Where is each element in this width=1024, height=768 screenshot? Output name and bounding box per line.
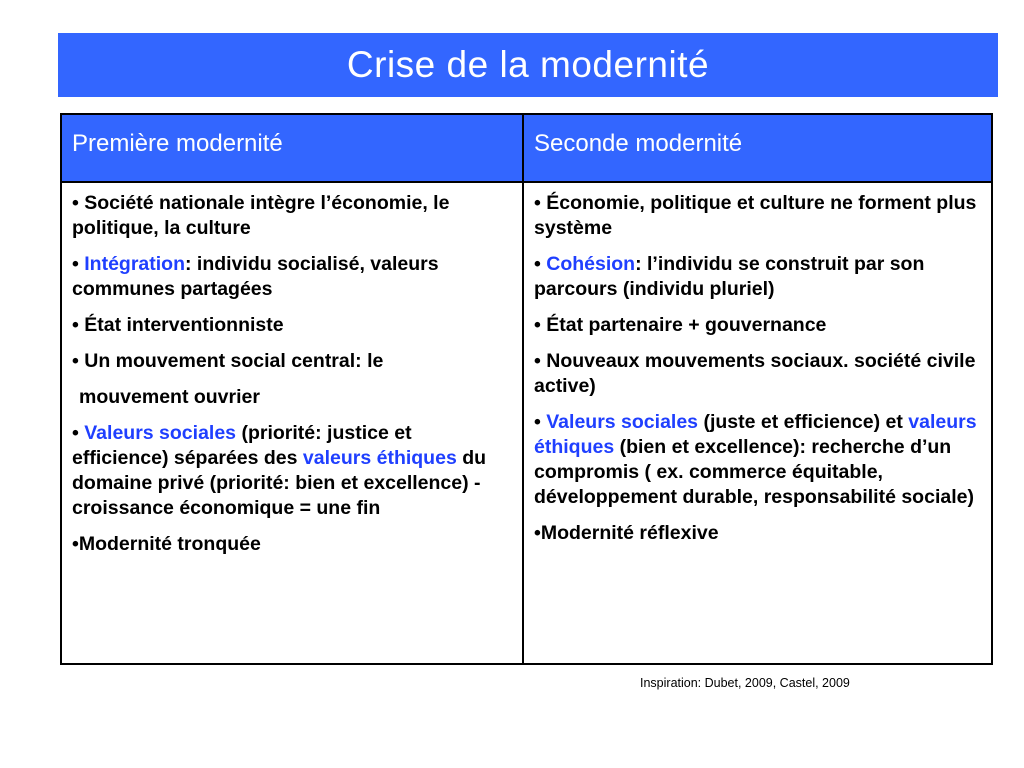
bullet-item (72, 252, 512, 302)
bullet-text: • (534, 253, 547, 275)
table-header-row (62, 115, 991, 183)
bullet-text: • (534, 411, 547, 433)
bullet-text: • (72, 253, 85, 275)
bullet-item (72, 421, 512, 521)
highlight-term: valeurs éthiques (534, 411, 977, 458)
bullet-item-continuation: mouvement ouvrier (79, 386, 260, 408)
bullet-item: •Modernité tronquée (72, 533, 261, 555)
bullet-item: • Nouveaux mouvements sociaux. société civile active) (534, 350, 976, 397)
highlight-term: Valeurs sociales (546, 411, 699, 433)
bullet-item: • Un mouvement social central: le (72, 350, 384, 372)
table-body-row (62, 183, 991, 663)
cell-premiere-modernite (62, 183, 524, 663)
bullet-item: • État interventionniste (72, 314, 284, 336)
bullet-text: (bien et excellence): recherche d’un compromis ( ex. commerce équitable, développement durable, responsabilité sociale) (534, 436, 974, 508)
comparison-table (60, 113, 993, 665)
header-seconde-modernite: Seconde modernité (534, 130, 743, 157)
source-citation: Inspiration: Dubet, 2009, Castel, 2009 (640, 676, 850, 690)
title-banner (58, 33, 998, 97)
bullet-text: (priorité: justice et efficience) séparées des (72, 422, 412, 469)
slide-title: Crise de la modernité (346, 44, 710, 85)
highlight-term: valeurs éthiques (302, 447, 457, 469)
bullet-item (534, 252, 981, 302)
bullet-text: du domaine privé (priorité: bien et excellence) - croissance économique = une fin (72, 447, 487, 519)
bullet-text: • (72, 422, 85, 444)
bullet-item (534, 410, 981, 510)
highlight-term: Cohésion (546, 253, 636, 275)
highlight-term: Valeurs sociales (84, 422, 237, 444)
header-premiere-modernite: Première modernité (62, 115, 524, 181)
bullet-item: •Modernité réflexive (534, 522, 719, 544)
bullet-item: • État partenaire + gouvernance (534, 314, 827, 336)
bullet-item: • Société nationale intègre l’économie, le politique, la culture (72, 192, 450, 239)
bullet-text: : l’individu se construit par son parcours (individu pluriel) (534, 253, 925, 300)
bullet-item: • Économie, politique et culture ne forment plus système (534, 192, 977, 239)
bullet-text: : individu socialisé, valeurs communes partagées (72, 253, 439, 300)
highlight-term: Intégration (84, 253, 185, 275)
bullet-text: (juste et efficience) et (698, 411, 909, 433)
cell-seconde-modernite (524, 183, 991, 663)
